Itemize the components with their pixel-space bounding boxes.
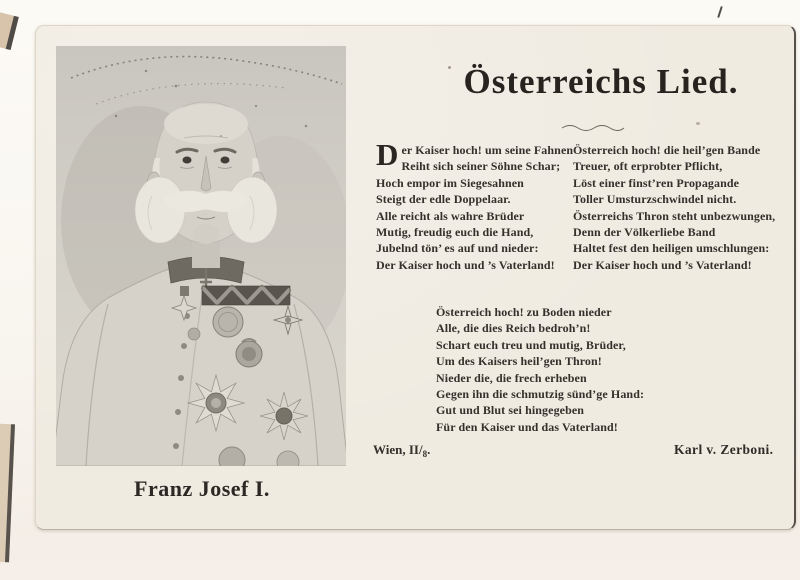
place-line [373, 442, 430, 459]
poem-line: Gegen ihn die schmutzig sünd’ge Hand: [436, 387, 645, 402]
pen-mark [717, 6, 723, 18]
poem-line: Reiht sich seiner Söhne Schar; [401, 159, 561, 174]
poem-line: Österreich hoch! die heil’gen Bande [573, 143, 761, 157]
poem-line: Toller Umsturzschwindel nicht. [573, 192, 737, 207]
poem-stanza-2 [573, 142, 794, 273]
portrait-caption: Franz Josef I. [134, 476, 270, 501]
poem-line: Gut und Blut sei hingegeben [436, 403, 585, 418]
poem-line: Österreich hoch! zu Boden nieder [436, 305, 612, 319]
poem-line: Um des Kaisers heil’gen Thron! [436, 354, 602, 369]
poem-line: Der Kaiser hoch! um seine Fahnen [376, 137, 574, 172]
paper-fleck [696, 122, 700, 125]
poem-line: Haltet fest den heiligen umschlungen: [573, 241, 770, 256]
poem-line: Österreichs Thron steht unbezwungen, [573, 208, 776, 223]
poem-line: Für den Kaiser und das Vaterland! [436, 419, 618, 434]
poem-line: Hoch empor im Siegesahnen [376, 175, 524, 190]
poem-line: Nieder die, die frech erheben [436, 370, 587, 385]
poem-line: Der Kaiser hoch und ’s Vaterland! [376, 257, 555, 272]
portrait-franz-josef [56, 46, 346, 466]
poem-line: Treuer, oft erprobter Pflicht, [573, 159, 723, 174]
author-credit: Karl v. Zerboni. [674, 442, 774, 457]
poem-line: Mutig, freudig euch die Hand, [376, 225, 534, 240]
page-title: Österreichs Lied. [463, 62, 739, 101]
poem-columns [376, 137, 794, 273]
place-period: . [427, 442, 431, 457]
poem-line: Alle, die dies Reich bedroh’n! [436, 321, 591, 336]
neighbor-card-corner [0, 12, 19, 50]
poem-line: Jubelnd tön’ es auf und nieder: [376, 241, 539, 256]
poem-line: Schart euch treu und mutig, Brüder, [436, 337, 626, 352]
portrait-illustration [56, 46, 346, 466]
ornament-squiggle [558, 122, 628, 132]
poem-stanza-3 [436, 304, 644, 435]
poem-stanza-1 [376, 137, 574, 273]
poem-line: Steigt der edle Doppelaar. [376, 192, 511, 207]
poem-line: Löst einer finst’ren Propagande [573, 175, 740, 190]
place-prefix: Wien, II/ [373, 442, 423, 457]
poem-line: Der Kaiser hoch und ’s Vaterland! [573, 257, 752, 272]
poem-line: Alle reicht als wahre Brüder [376, 208, 525, 223]
neighbor-card-edge [0, 424, 15, 563]
poem-line: Denn der Völkerliebe Band [573, 225, 716, 240]
place-subscript: 8 [422, 449, 428, 459]
postcard [35, 25, 796, 530]
